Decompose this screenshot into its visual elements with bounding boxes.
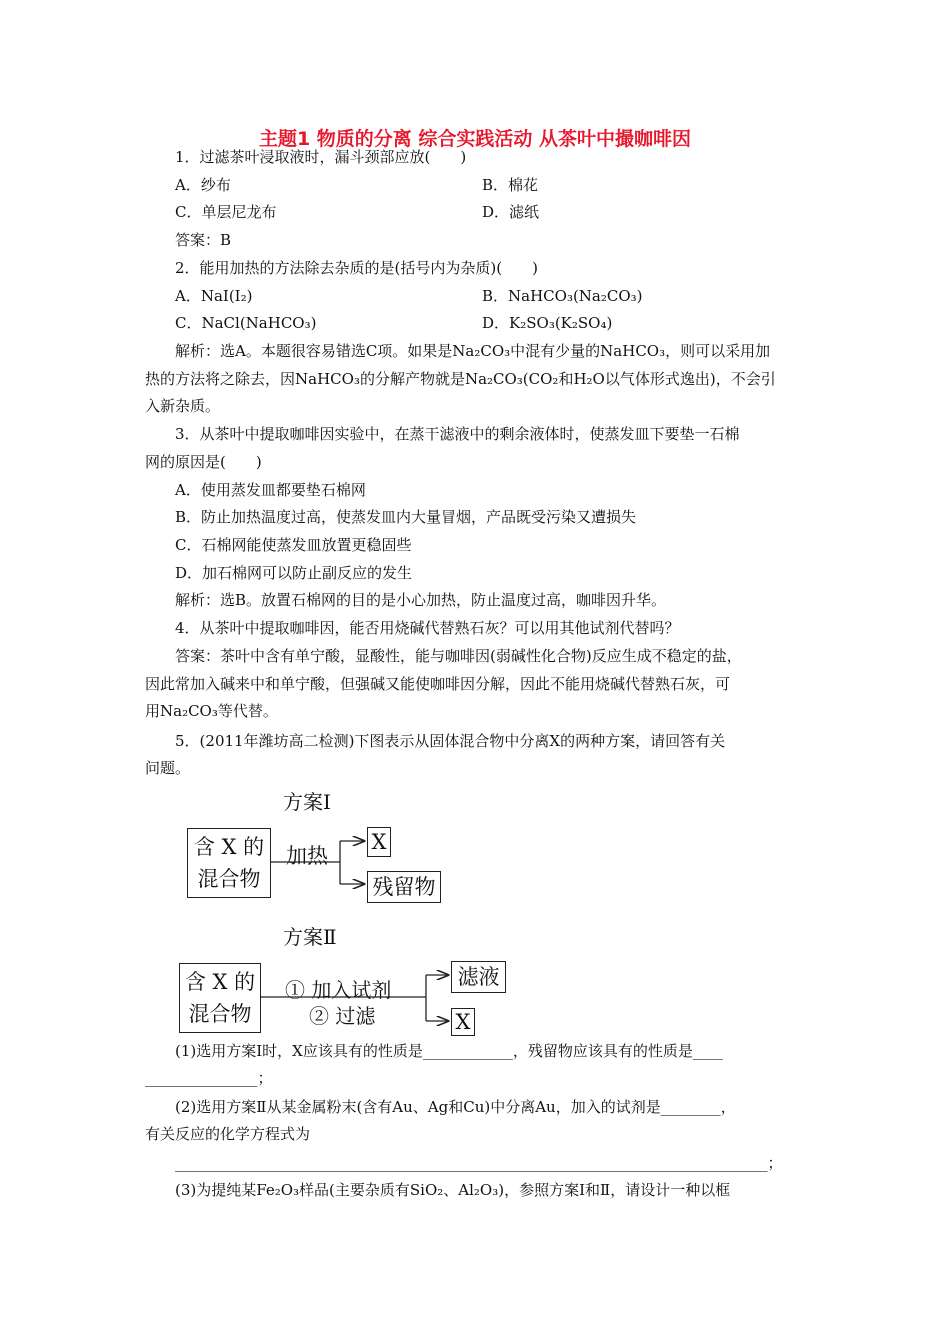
scheme1-step-heat: 加热 <box>286 844 328 868</box>
q5-part2-answer-line: _______________________________________________________________________________； <box>175 1154 783 1172</box>
scheme2-output-x: X <box>455 1010 471 1034</box>
q2-option-c: C．NaCl(NaHCO₃) <box>175 314 317 332</box>
q2-explanation-line2: 热的方法将之除去，因NaHCO₃的分解产物就是Na₂CO₃(CO₂和H₂O以气体形式逸出)，不会引 <box>145 370 776 388</box>
q2-explanation-line3: 入新杂质。 <box>145 397 221 415</box>
q1-option-c: C．单层尼龙布 <box>175 203 277 221</box>
q3-option-d: D．加石棉网可以防止副反应的发生 <box>175 564 413 582</box>
q2-option-d: D．K₂SO₃(K₂SO₄) <box>482 314 613 332</box>
scheme1-output-residue: 残留物 <box>372 875 436 899</box>
q5-stem-line2: 问题。 <box>145 759 191 777</box>
q1-answer: 答案：B <box>175 231 232 249</box>
page-title: 主题1 物质的分离 综合实践活动 从茶叶中撮咖啡因 <box>258 128 692 150</box>
q5-stem-line1: 5．(2011年潍坊高二检测)下图表示从固体混合物中分离X的两种方案，请回答有关 <box>175 732 726 750</box>
q5-part2-line1: (2)选用方案Ⅱ从某金属粉末(含有Au、Ag和Cu)中分离Au，加入的试剂是________， <box>175 1098 736 1116</box>
q2-stem: 2．能用加热的方法除去杂质的是(括号内为杂质)( ) <box>175 259 538 277</box>
q4-answer-line3: 用Na₂CO₃等代替。 <box>145 702 278 720</box>
scheme2-step-add-reagent: ① 加入试剂 <box>285 978 392 1002</box>
scheme1-mixture-line1: 含 X 的 <box>193 835 265 859</box>
q5-part1-line2: _______________； <box>145 1069 273 1087</box>
q3-explanation: 解析：选B。放置石棉网的目的是小心加热，防止温度过高，咖啡因升华。 <box>175 591 667 609</box>
q1-option-d: D．滤纸 <box>482 203 540 221</box>
scheme1-output-x: X <box>371 830 387 854</box>
q5-part1-line1: (1)选用方案Ⅰ时，X应该具有的性质是____________，残留物应该具有的性质是____ <box>175 1042 723 1060</box>
scheme1-label: 方案Ⅰ <box>283 790 331 814</box>
q2-option-a: A．NaI(I₂) <box>175 287 253 305</box>
scheme2-mixture-line2: 混合物 <box>188 1002 252 1026</box>
q1-option-b: B．棉花 <box>482 176 539 194</box>
q3-stem-line2: 网的原因是( ) <box>145 453 262 471</box>
q4-answer-line1: 答案：茶叶中含有单宁酸，显酸性，能与咖啡因(弱碱性化合物)反应生成不稳定的盐， <box>175 647 742 665</box>
scheme2-mixture-line1: 含 X 的 <box>184 970 256 994</box>
q3-option-c: C．石棉网能使蒸发皿放置更稳固些 <box>175 536 412 554</box>
q3-option-a: A．使用蒸发皿都要垫石棉网 <box>175 481 366 499</box>
scheme2-label: 方案Ⅱ <box>283 925 337 949</box>
q2-explanation-line1: 解析：选A。本题很容易错选C项。如果是Na₂CO₃中混有少量的NaHCO₃，则可以采用加 <box>175 342 771 360</box>
q3-stem-line1: 3．从茶叶中提取咖啡因实验中，在蒸干滤液中的剩余液体时，使蒸发皿下要垫一石棉 <box>175 425 740 443</box>
q1-option-a: A．纱布 <box>175 176 231 194</box>
scheme2-step-filter: ② 过滤 <box>309 1004 376 1028</box>
q3-option-b: B．防止加热温度过高，使蒸发皿内大量冒烟，产品既受污染又遭损失 <box>175 508 637 526</box>
q4-stem: 4．从茶叶中提取咖啡因，能否用烧碱代替熟石灰？可以用其他试剂代替吗？ <box>175 619 680 637</box>
q5-part2-line2: 有关反应的化学方程式为 <box>145 1125 311 1143</box>
scheme2-output-filtrate: 滤液 <box>457 965 500 989</box>
q4-answer-line2: 因此常加入碱来中和单宁酸，但强碱又能使咖啡因分解，因此不能用烧碱代替熟石灰，可 <box>145 675 731 693</box>
q2-option-b: B．NaHCO₃(Na₂CO₃) <box>482 287 643 305</box>
q5-part3-line1: (3)为提纯某Fe₂O₃样品(主要杂质有SiO₂、Al₂O₃)，参照方案Ⅰ和Ⅱ，请设计一种以框 <box>175 1181 731 1199</box>
scheme1-mixture-line2: 混合物 <box>197 867 261 891</box>
q1-stem: 1．过滤茶叶浸取液时，漏斗颈部应放( ) <box>175 148 467 166</box>
